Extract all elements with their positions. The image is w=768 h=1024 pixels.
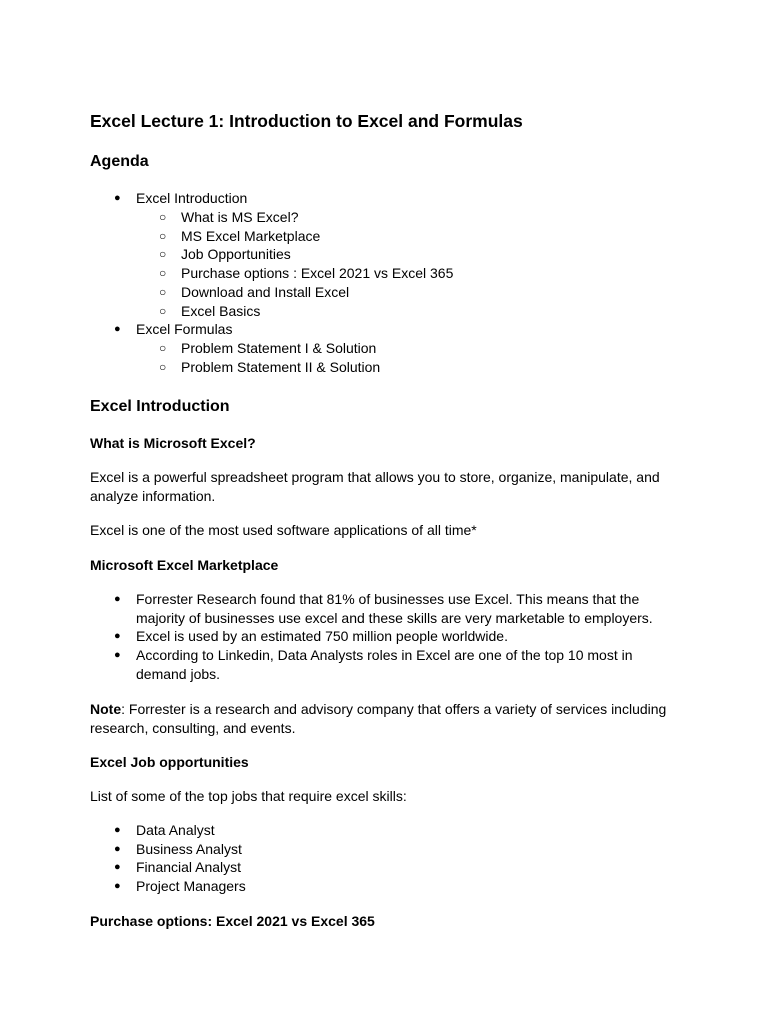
hollow-bullet-icon: ○ (159, 228, 167, 243)
hollow-bullet-icon: ○ (159, 359, 167, 374)
what-is-excel-paragraph-line1: Excel is a powerful spreadsheet program that allows you to store, organize, manipulate, and (90, 469, 660, 485)
bullet-icon: ● (114, 842, 121, 855)
agenda-subitem: ○ What is MS Excel? (159, 209, 299, 225)
hollow-bullet-icon: ○ (159, 341, 167, 355)
hollow-bullet-icon: ○ (159, 284, 167, 299)
hollow-bullet-icon: ○ (159, 266, 167, 281)
agenda-list (114, 189, 248, 208)
jobs-intro: List of some of the top jobs that require excel skills: (90, 788, 407, 804)
what-is-excel-heading: What is Microsoft Excel? (90, 435, 256, 451)
bullet-icon: ● (114, 192, 121, 204)
what-is-excel-paragraph-line2: analyze information. (90, 488, 216, 504)
document-title: Excel Lecture 1: Introduction to Excel and Formulas (90, 111, 523, 131)
jobs-heading: Excel Job opportunities (90, 754, 249, 770)
agenda-heading: Agenda (90, 153, 149, 170)
note-paragraph-line2: research, consulting, and events. (90, 720, 296, 736)
agenda-subitem: ○ Problem Statement II & Solution (159, 358, 381, 375)
note-label: Note (90, 701, 122, 717)
bullet-icon: ● (114, 630, 121, 643)
agenda-subitem: ○ Excel Basics (159, 302, 261, 319)
agenda-sublist-formulas (159, 339, 381, 376)
agenda-subitem: ○ Job Opportunities (159, 246, 291, 263)
agenda-list-formulas (114, 320, 233, 339)
bullet-icon: ● (114, 861, 121, 874)
bullet-icon: ● (114, 824, 121, 836)
agenda-item-excel-introduction (114, 189, 248, 208)
jobs-list (114, 821, 246, 896)
bullet-icon: ● (114, 323, 121, 335)
job-item: ● Financial Analyst (114, 859, 242, 876)
bullet-icon: ● (114, 649, 121, 662)
hollow-bullet-icon: ○ (159, 247, 167, 262)
bullet-icon: ● (114, 593, 121, 605)
hollow-bullet-icon: ○ (159, 303, 167, 318)
agenda-item-excel-formulas (114, 320, 233, 339)
bullet-icon: ● (114, 880, 121, 893)
note-paragraph-line1: Note: Forrester is a research and advisory company that offers a variety of services including (90, 701, 667, 717)
job-item: ● Project Managers (114, 878, 246, 895)
agenda-subitem: ○ MS Excel Marketplace (159, 227, 321, 244)
agenda-subitem: ○ Problem Statement I & Solution (159, 340, 377, 356)
agenda-subitem: ○ Download and Install Excel (159, 283, 350, 300)
job-item: ● Data Analyst (114, 822, 215, 838)
job-item: ● Business Analyst (114, 840, 242, 857)
agenda-item-label: Excel Formulas (136, 321, 233, 337)
marketplace-item: ● Excel is used by an estimated 750 million people worldwide. (114, 628, 508, 645)
hollow-bullet-icon: ○ (159, 210, 167, 224)
marketplace-list (114, 590, 653, 684)
agenda-sublist-introduction (159, 208, 454, 320)
agenda-subitem: ○ Purchase options : Excel 2021 vs Excel 365 (159, 265, 454, 282)
marketplace-item: ● Forrester Research found that 81% of businesses use Excel. This means that the majority of businesses use excel and these skills are very marketable to employers. (114, 591, 653, 626)
most-used-paragraph: Excel is one of the most used software applications of all time* (90, 522, 477, 538)
intro-heading: Excel Introduction (90, 398, 230, 415)
marketplace-heading: Microsoft Excel Marketplace (90, 557, 279, 573)
purchase-heading: Purchase options: Excel 2021 vs Excel 365 (90, 913, 375, 929)
marketplace-item: ● According to Linkedin, Data Analysts roles in Excel are one of the top 10 most in demand jobs. (114, 647, 633, 682)
agenda-item-label: Excel Introduction (136, 190, 248, 206)
